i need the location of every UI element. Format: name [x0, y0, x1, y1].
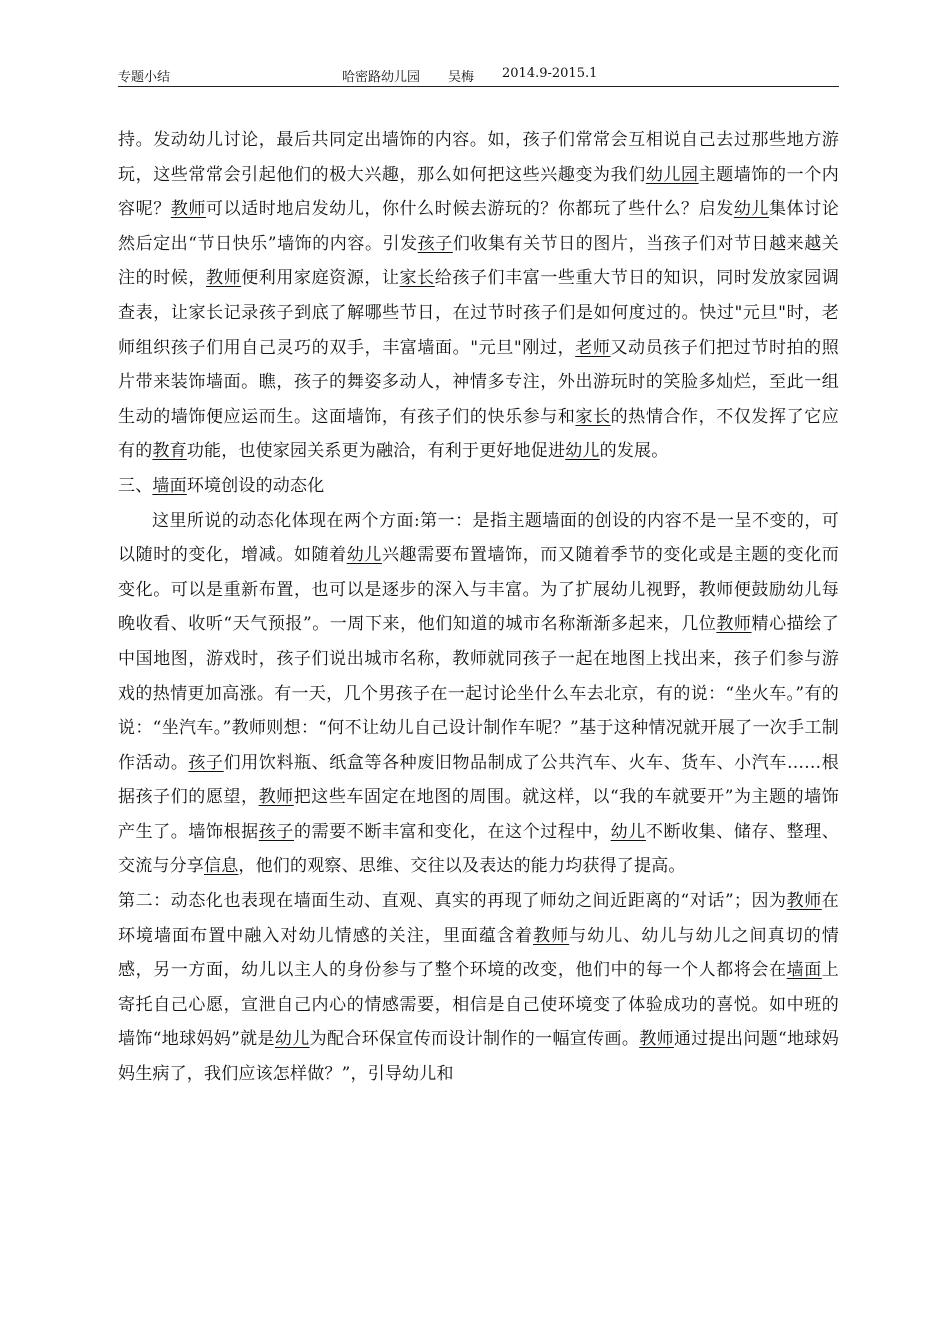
text-segment: 们用饮料瓶、纸盒等各种废旧物品制成了公共汽车、火车、货车、小汽车……根据孩子们的愿望，: [118, 752, 839, 808]
text-segment: 持。发动幼儿讨论，最后共同定出墙饰的内容。如，孩子们常常会互相说自己去过那些地方游玩，这些常常会引起他们的极大兴趣，那么如何把这些兴趣变为我们: [118, 130, 839, 185]
underlined-term: 幼儿: [610, 821, 646, 842]
underlined-term: 幼儿: [274, 1029, 310, 1050]
page-header: [118, 64, 839, 87]
underlined-term: 教育: [152, 441, 187, 462]
underlined-term: 孩子: [258, 821, 294, 842]
text-segment: 集体讨论然后定出“节日快乐”墙饰的内容。引发: [118, 199, 840, 254]
text-segment: 为配合环保宣传而设计制作的一幅宣传画。: [309, 1029, 640, 1050]
paragraph: [118, 884, 839, 1092]
text-segment: 可以适时地启发幼儿，你什么时候去游玩的？你都玩了些什么？启发: [206, 199, 734, 220]
underlined-term: 幼儿: [346, 545, 382, 566]
header-school: 哈密路幼儿园: [342, 70, 421, 85]
text-segment: 不断收集、储存、整理、交流与分享: [118, 821, 840, 877]
text-segment: 功能，也使家园关系更为融洽，有利于更好地促进: [186, 441, 566, 462]
text-segment: 这里所说的动态化体现在两个方面:第一：是指主题墙面的创设的内容不是一呈不变的，可以随时的变化，增减。如随着: [118, 510, 839, 566]
text-segment: 上寄托自己心愿，宣泄自己内心的情感需要，相信是自己使环境变了体验成功的喜悦。如中班的墙饰“地球妈妈”就是: [118, 960, 839, 1050]
text-segment: 给孩子们丰富一些重大节日的知识，同时发放家园调查表，让家长记录孩子到底了解哪些节日，在过节时孩子们是如何度过的。快过"元旦"时，老师组织孩子们用自己灵巧的双手，丰富墙面。"元旦"刚过，: [118, 268, 840, 358]
underlined-term: 家长: [575, 406, 611, 427]
underlined-term: 教师: [258, 787, 294, 808]
text-segment: 三、: [118, 475, 153, 496]
underlined-term: 教师: [533, 925, 570, 946]
underlined-term: 教师: [639, 1029, 674, 1050]
underlined-term: 教师: [786, 891, 822, 912]
paragraph: [118, 123, 839, 469]
underlined-term: 信息: [204, 856, 239, 877]
header-section-title: 专题小结: [118, 70, 171, 85]
underlined-term: 孩子: [417, 233, 453, 254]
text-segment: 又动员孩子们把过节时拍的照片带来装饰墙面。瞧，孩子的舞姿多动人，神情多专注，外出游玩时的笑脸多灿烂，至此一组生动的墙饰便应运而生。这面墙饰，有孩子们的快乐参与和: [118, 337, 839, 427]
text-segment: 兴趣需要布置墙饰，而又随着季节的变化或是主题的变化而变化。可以是重新布置，也可以是逐步的深入与丰富。为了扩展幼儿视野，教师便鼓励幼儿每晚收看、收听“天气预报”。一周下来，他们知道的城市名称渐渐多起来，几位: [118, 545, 839, 635]
underlined-term: 幼儿: [565, 441, 600, 462]
text-segment: 精心描绘了中国地图，游戏时，孩子们说出城市名称，教师就同孩子一起在地图上找出来，孩子们参与游戏的热情更加高涨。有一天，几个男孩子在一起讨论坐什么车去北京，有的说：“坐火车。”有的说：“坐汽车。”教师则想：“何不让幼儿自己设计制作车呢？”基于这种情况就开展了一次手工制作活动。: [118, 614, 839, 773]
text-segment: 的热情合作，不仅发挥了它应有的: [118, 406, 840, 462]
underlined-term: 墙面: [152, 475, 187, 496]
text-segment: 与幼儿、幼儿与幼儿之间真切的情感，另一方面，幼儿以主人的身份参与了整个环境的改变，他们中的每一个人都将会在: [118, 925, 839, 981]
underlined-term: 教师: [170, 199, 206, 220]
underlined-term: 幼儿园: [645, 164, 699, 185]
text-segment: 第二：动态化也表现在墙面生动、直观、真实的再现了师幼之间近距离的“对话”；因为: [118, 891, 787, 912]
text-segment: 把这些车固定在地图的周围。就这样，以“我的车就要开”为主题的墙饰产生了。墙饰根据: [118, 787, 840, 842]
paragraph: [118, 504, 839, 885]
header-period: 2014.9-2015.1: [502, 66, 598, 81]
text-segment: 的发展。: [599, 441, 669, 462]
text-segment: 的需要不断丰富和变化，在这个过程中，: [293, 821, 611, 842]
underlined-term: 孩子: [188, 752, 224, 773]
underlined-term: 幼儿: [733, 199, 770, 220]
text-segment: 环境创设的动态化: [186, 475, 325, 496]
text-segment: 主题墙饰的一个内容呢？: [118, 164, 840, 220]
text-segment: 便利用家庭资源，让: [241, 268, 400, 289]
underlined-term: 墙面: [786, 960, 822, 981]
text-segment: ，他们的观察、思维、交往以及表达的能力均获得了提高。: [238, 856, 686, 877]
text-segment: 通过提出问题“地球妈妈生病了，我们应该怎样做？”，引导幼儿和: [118, 1029, 839, 1085]
underlined-term: 教师: [205, 268, 242, 289]
text-segment: 们收集有关节日的图片，当孩子们对节日越来越关注的时候，: [118, 233, 839, 289]
underlined-term: 家长: [399, 268, 435, 289]
document-body: [118, 123, 839, 1092]
underlined-term: 老师: [575, 337, 611, 358]
paragraph: [118, 469, 839, 504]
text-segment: 在环境墙面布置中融入对幼儿情感的关注，里面蕴含着: [118, 891, 839, 946]
header-author: 吴梅: [448, 70, 475, 85]
underlined-term: 教师: [716, 614, 752, 635]
